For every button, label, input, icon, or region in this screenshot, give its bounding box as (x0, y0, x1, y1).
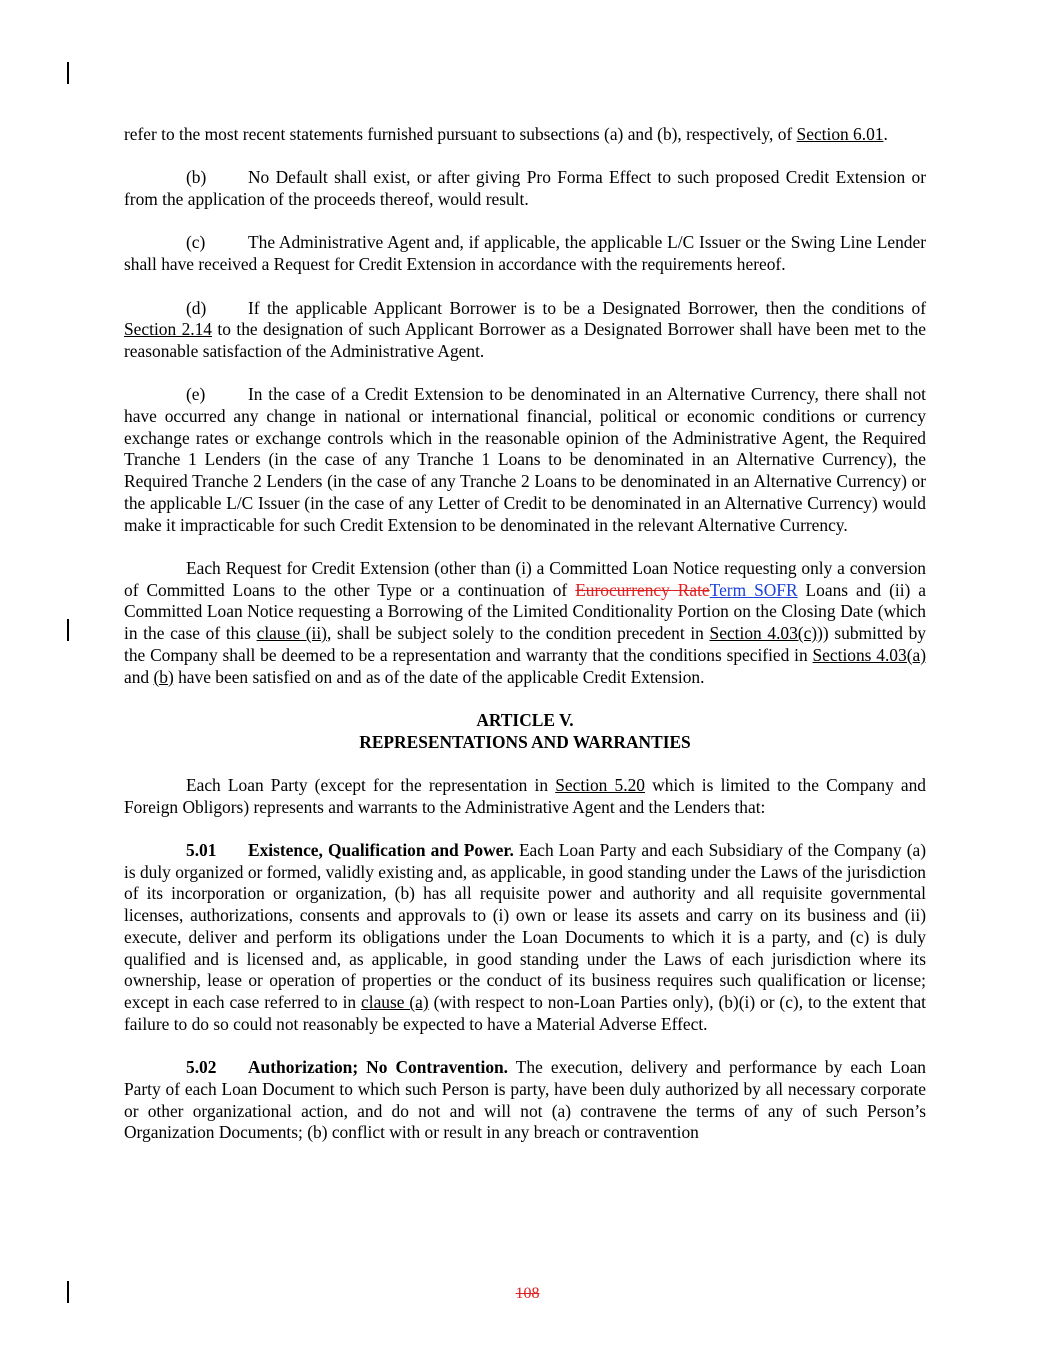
section-title: Existence, Qualification and Power. (248, 840, 514, 861)
paragraph-each-request: Each Request for Credit Extension (other than (i) a Committed Loan Notice requesting only a conversion of Committed Loans to the other Type or a continuation of Eurocurrency RateTerm SOFR Loans and (ii) a Committed Loan Notice requesting a Borrowing of the Limited Conditionality Portion on the Closing Date (which in the case of this clause (ii), shall be subject solely to the condition precedent in Section 4.03(c))) submitted by the Company shall be deemed to be a representation and warranty that the conditions specified in Sections 4.03(a) and (b) have been satisfied on and as of the date of the applicable Credit Extension. (124, 557, 927, 687)
section-reference[interactable]: Sections 4.03(a) (812, 644, 927, 665)
change-bar-top (67, 62, 69, 84)
section-number: 5.02 (186, 1057, 217, 1078)
paragraph-intro: Each Loan Party (except for the representation in Section 5.20 which is limited to the Company and Foreign Obligors) represents and warrants to the Administrative Agent and the Lenders that: (124, 774, 926, 817)
section-5-02: 5.02 Authorization; No Contravention. The execution, delivery and performance by each Loan Party of each Loan Document to which such Person is party, have been duly authorized by all necessary corporate or other organizational action, and do not and will not (a) contravene the terms of any of such Person’s Organization Documents; (b) conflict with or result in any breach or contravention (124, 1057, 926, 1143)
deleted-text: Eurocurrency Rate (575, 579, 710, 600)
change-bar-middle (67, 619, 69, 641)
article-heading (124, 710, 926, 753)
condition-c: (c) The Administrative Agent and, if applicable, the applicable L/C Issuer or the Swing Line Lender shall have received a Request for Credit Extension in accordance with the requirements hereof. (124, 232, 926, 275)
page-number: 108 (515, 1285, 540, 1302)
section-title: Authorization; No Contravention. (248, 1057, 509, 1078)
condition-b: (b) No Default shall exist, or after giving Pro Forma Effect to such proposed Credit Extension or from the application of the proceeds thereof, would result. (124, 167, 926, 210)
clause-reference[interactable]: clause (a) (361, 992, 429, 1012)
clause-reference[interactable]: clause (ii) (256, 623, 327, 644)
inserted-text: Term SOFR (709, 579, 798, 600)
clause-reference[interactable]: (b) (153, 666, 174, 687)
article-title: REPRESENTATIONS AND WARRANTIES (359, 731, 691, 752)
paragraph-continuation: refer to the most recent statements furnished pursuant to subsections (a) and (b), respectively, of Section 6.01. (124, 124, 888, 144)
condition-d: (d) If the applicable Applicant Borrower is to be a Designated Borrower, then the conditions of Section 2.14 to the designation of such Applicant Borrower as a Designated Borrower shall have been met to the reasonable satisfaction of the Administrative Agent. (124, 297, 926, 361)
document-body (124, 124, 926, 1166)
section-number: 5.01 (186, 840, 217, 861)
section-reference[interactable]: Section 6.01 (796, 124, 884, 144)
article-number: ARTICLE V. (476, 709, 574, 730)
section-reference[interactable]: Section 4.03(c) (709, 623, 818, 644)
section-reference[interactable]: Section 2.14 (124, 319, 213, 340)
section-5-01: 5.01 Existence, Qualification and Power. Each Loan Party and each Subsidiary of the Company (a) is duly organized or formed, validly existing and, as applicable, in good standing under the Laws of the jurisdiction of its incorporation or organization, (b) has all requisite power and authority and all requisite governmental licenses, authorizations, consents and approvals to (i) own or lease its assets and carry on its business and (ii) execute, deliver and perform its obligations under the Loan Documents to which it is a party, and (c) is duly qualified and is licensed and, as applicable, in good standing under the Laws of each jurisdiction where its ownership, lease or operation of properties or the conduct of its business requires such qualification or license; except in each case referred to in clause (a) (with respect to non-Loan Parties only), (b)(i) or (c), to the extent that failure to do so could not reasonably be expected to have a Material Adverse Effect. (124, 840, 926, 1034)
section-reference[interactable]: Section 5.20 (555, 774, 645, 795)
condition-e: (e) In the case of a Credit Extension to be denominated in an Alternative Currency, there shall not have occurred any change in national or international financial, political or economic conditions or currency exchange rates or exchange controls which in the reasonable opinion of the Administrative Agent, the Required Tranche 1 Lenders (in the case of any Tranche 1 Loans to be denominated in an Alternative Currency), the Required Tranche 2 Lenders (in the case of any Tranche 2 Loans to be denominated in an Alternative Currency) or the applicable L/C Issuer (in the case of any Letter of Credit to be denominated in an Alternative Currency) would make it impracticable for such Credit Extension to be denominated in the relevant Alternative Currency. (124, 384, 926, 535)
